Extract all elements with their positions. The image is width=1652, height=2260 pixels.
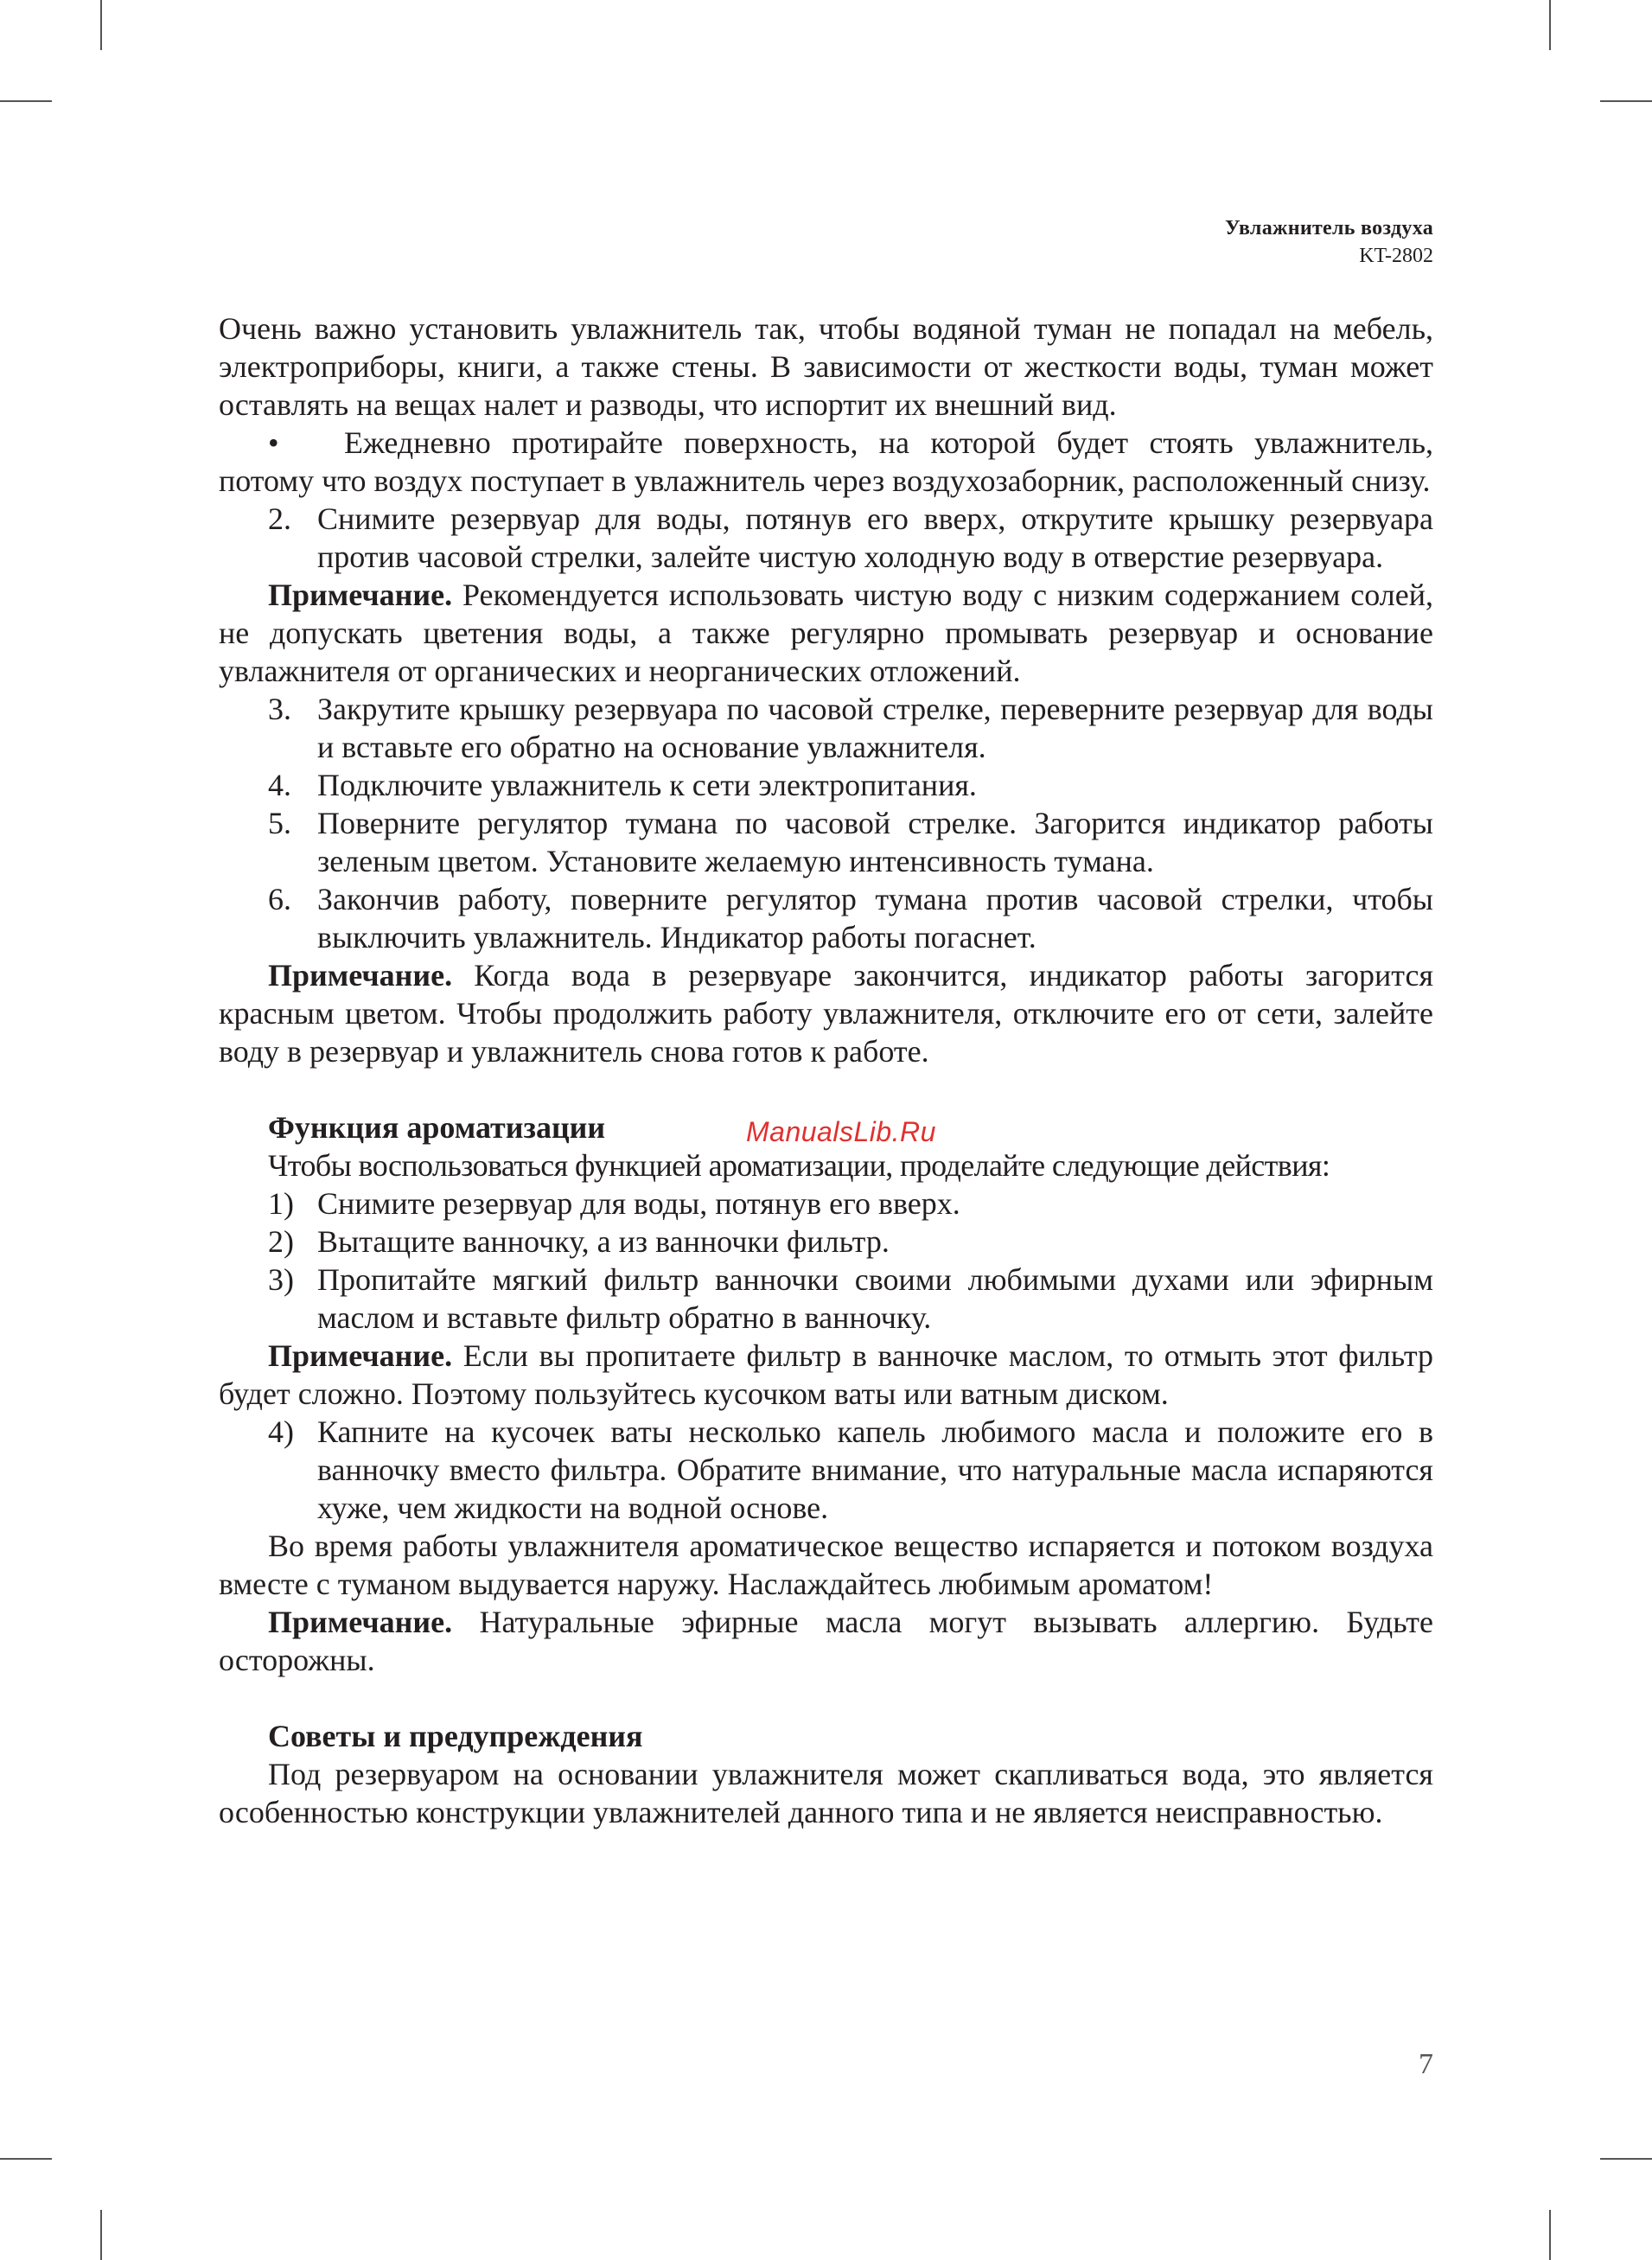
bullet-mark: •: [268, 425, 279, 460]
list-number: 3.: [268, 692, 291, 726]
list-number: 3): [268, 1262, 294, 1297]
crop-mark: [0, 100, 52, 102]
bullet-item: [219, 424, 1433, 500]
list-text: Капните на кусочек ваты несколько капель любимого масла и положите его в ванночку вместо фильтра. Обратите внимание, что натуральные масла испаряются хуже, чем жидкости на водной основе.: [317, 1414, 1433, 1525]
list-item: [219, 804, 1433, 880]
section-intro: Чтобы воспользоваться функцией ароматизации, проделайте следующие действия:: [268, 1148, 1330, 1183]
note-paragraph: [219, 956, 1433, 1070]
list-number: 4): [268, 1414, 294, 1449]
list-text: Поверните регулятор тумана по часовой стрелке. Загорится индикатор работы зеленым цветом. Установите желаемую интенсивность тумана.: [317, 806, 1433, 878]
note-label: Примечание.: [268, 958, 453, 993]
header-model: KT-2802: [1359, 245, 1433, 267]
list-item: [219, 880, 1433, 956]
body-paragraph: Во время работы увлажнителя ароматическое вещество испаряется и потоком воздуха вместе с туманом выдувается наружу. Наслаждайтесь любимым ароматом!: [219, 1529, 1433, 1601]
note-text: Натуральные эфирные масла могут вызывать аллергию. Будьте осторожны.: [219, 1605, 1433, 1677]
running-header: [1225, 214, 1433, 270]
page-number: 7: [1419, 2048, 1433, 2080]
list-text: Снимите резервуар для воды, потянув его вверх, открутите крышку резервуара против часовой стрелки, залейте чистую холодную воду в отверстие резервуара.: [317, 501, 1433, 574]
note-text: Когда вода в резервуаре закончится, индикатор работы загорится красным цветом. Чтобы продолжить работу увлажнителя, отключите его от сети, залейте воду в резервуар и увлажнитель снова готов к работе.: [219, 958, 1433, 1069]
crop-mark: [1600, 2158, 1652, 2160]
body-paragraph: Под резервуаром на основании увлажнителя может скапливаться вода, это является особенностью конструкции увлажнителей данного типа и не является неисправностью.: [219, 1757, 1433, 1829]
list-number: 6.: [268, 882, 291, 916]
list-text: Закрутите крышку резервуара по часовой стрелке, переверните резервуар для воды и вставьте его обратно на основание увлажнителя.: [317, 692, 1433, 764]
list-item: [219, 690, 1433, 766]
list-item: [219, 1413, 1433, 1527]
note-text: Если вы пропитаете фильтр в ванночке маслом, то отмыть этот фильтр будет сложно. Поэтому пользуйтесь кусочком ваты или ватным диском.: [219, 1338, 1433, 1411]
list-item: [219, 500, 1433, 576]
list-number: 2.: [268, 501, 291, 536]
list-item: [219, 766, 1433, 804]
list-text: Снимите резервуар для воды, потянув его вверх.: [317, 1186, 960, 1221]
list-text: Вытащите ванночку, а из ванночки фильтр.: [317, 1224, 890, 1259]
section-heading: Функция ароматизации: [268, 1110, 606, 1145]
list-item: [219, 1184, 1433, 1223]
crop-mark: [100, 2210, 102, 2260]
header-title: Увлажнитель воздуха: [1225, 217, 1433, 239]
list-number: 2): [268, 1224, 294, 1259]
note-paragraph: [219, 1603, 1433, 1679]
list-text: Пропитайте мягкий фильтр ванночки своими любимыми духами или эфирным маслом и вставьте фильтр обратно в ванночку.: [317, 1262, 1433, 1335]
list-text: Подключите увлажнитель к сети электропитания.: [317, 768, 977, 802]
crop-mark: [1549, 2210, 1551, 2260]
intro-paragraph: Очень важно установить увлажнитель так, чтобы водяной туман не попадал на мебель, электроприборы, книги, а также стены. В зависимости от жесткости воды, туман может оставлять на вещах налет и разводы, что испортит их внешний вид.: [219, 311, 1433, 422]
list-item: [219, 1261, 1433, 1337]
note-text: Рекомендуется использовать чистую воду с низким содержанием солей, не допускать цветения воды, а также регулярно промывать резервуар и основание увлажнителя от органических и неорганических отложений.: [219, 578, 1433, 688]
crop-mark: [1549, 0, 1551, 50]
crop-mark: [0, 2158, 52, 2160]
note-label: Примечание.: [268, 578, 453, 612]
page-content: [219, 310, 1433, 1831]
note-paragraph: [219, 576, 1433, 690]
watermark: ManualsLib.Ru: [746, 1116, 936, 1147]
list-number: 4.: [268, 768, 291, 802]
note-paragraph: [219, 1337, 1433, 1413]
list-item: [219, 1223, 1433, 1261]
bullet-text: Ежедневно протирайте поверхность, на которой будет стоять увлажнитель, потому что воздух поступает в увлажнитель через воздухозаборник, расположенный снизу.: [219, 425, 1433, 498]
note-label: Примечание.: [268, 1605, 453, 1639]
section-heading: Советы и предупреждения: [268, 1719, 643, 1753]
crop-mark: [1600, 100, 1652, 102]
crop-mark: [100, 0, 102, 50]
list-number: 5.: [268, 806, 291, 840]
list-text: Закончив работу, поверните регулятор тумана против часовой стрелки, чтобы выключить увлажнитель. Индикатор работы погаснет.: [317, 882, 1433, 954]
note-label: Примечание.: [268, 1338, 453, 1373]
list-number: 1): [268, 1186, 294, 1221]
